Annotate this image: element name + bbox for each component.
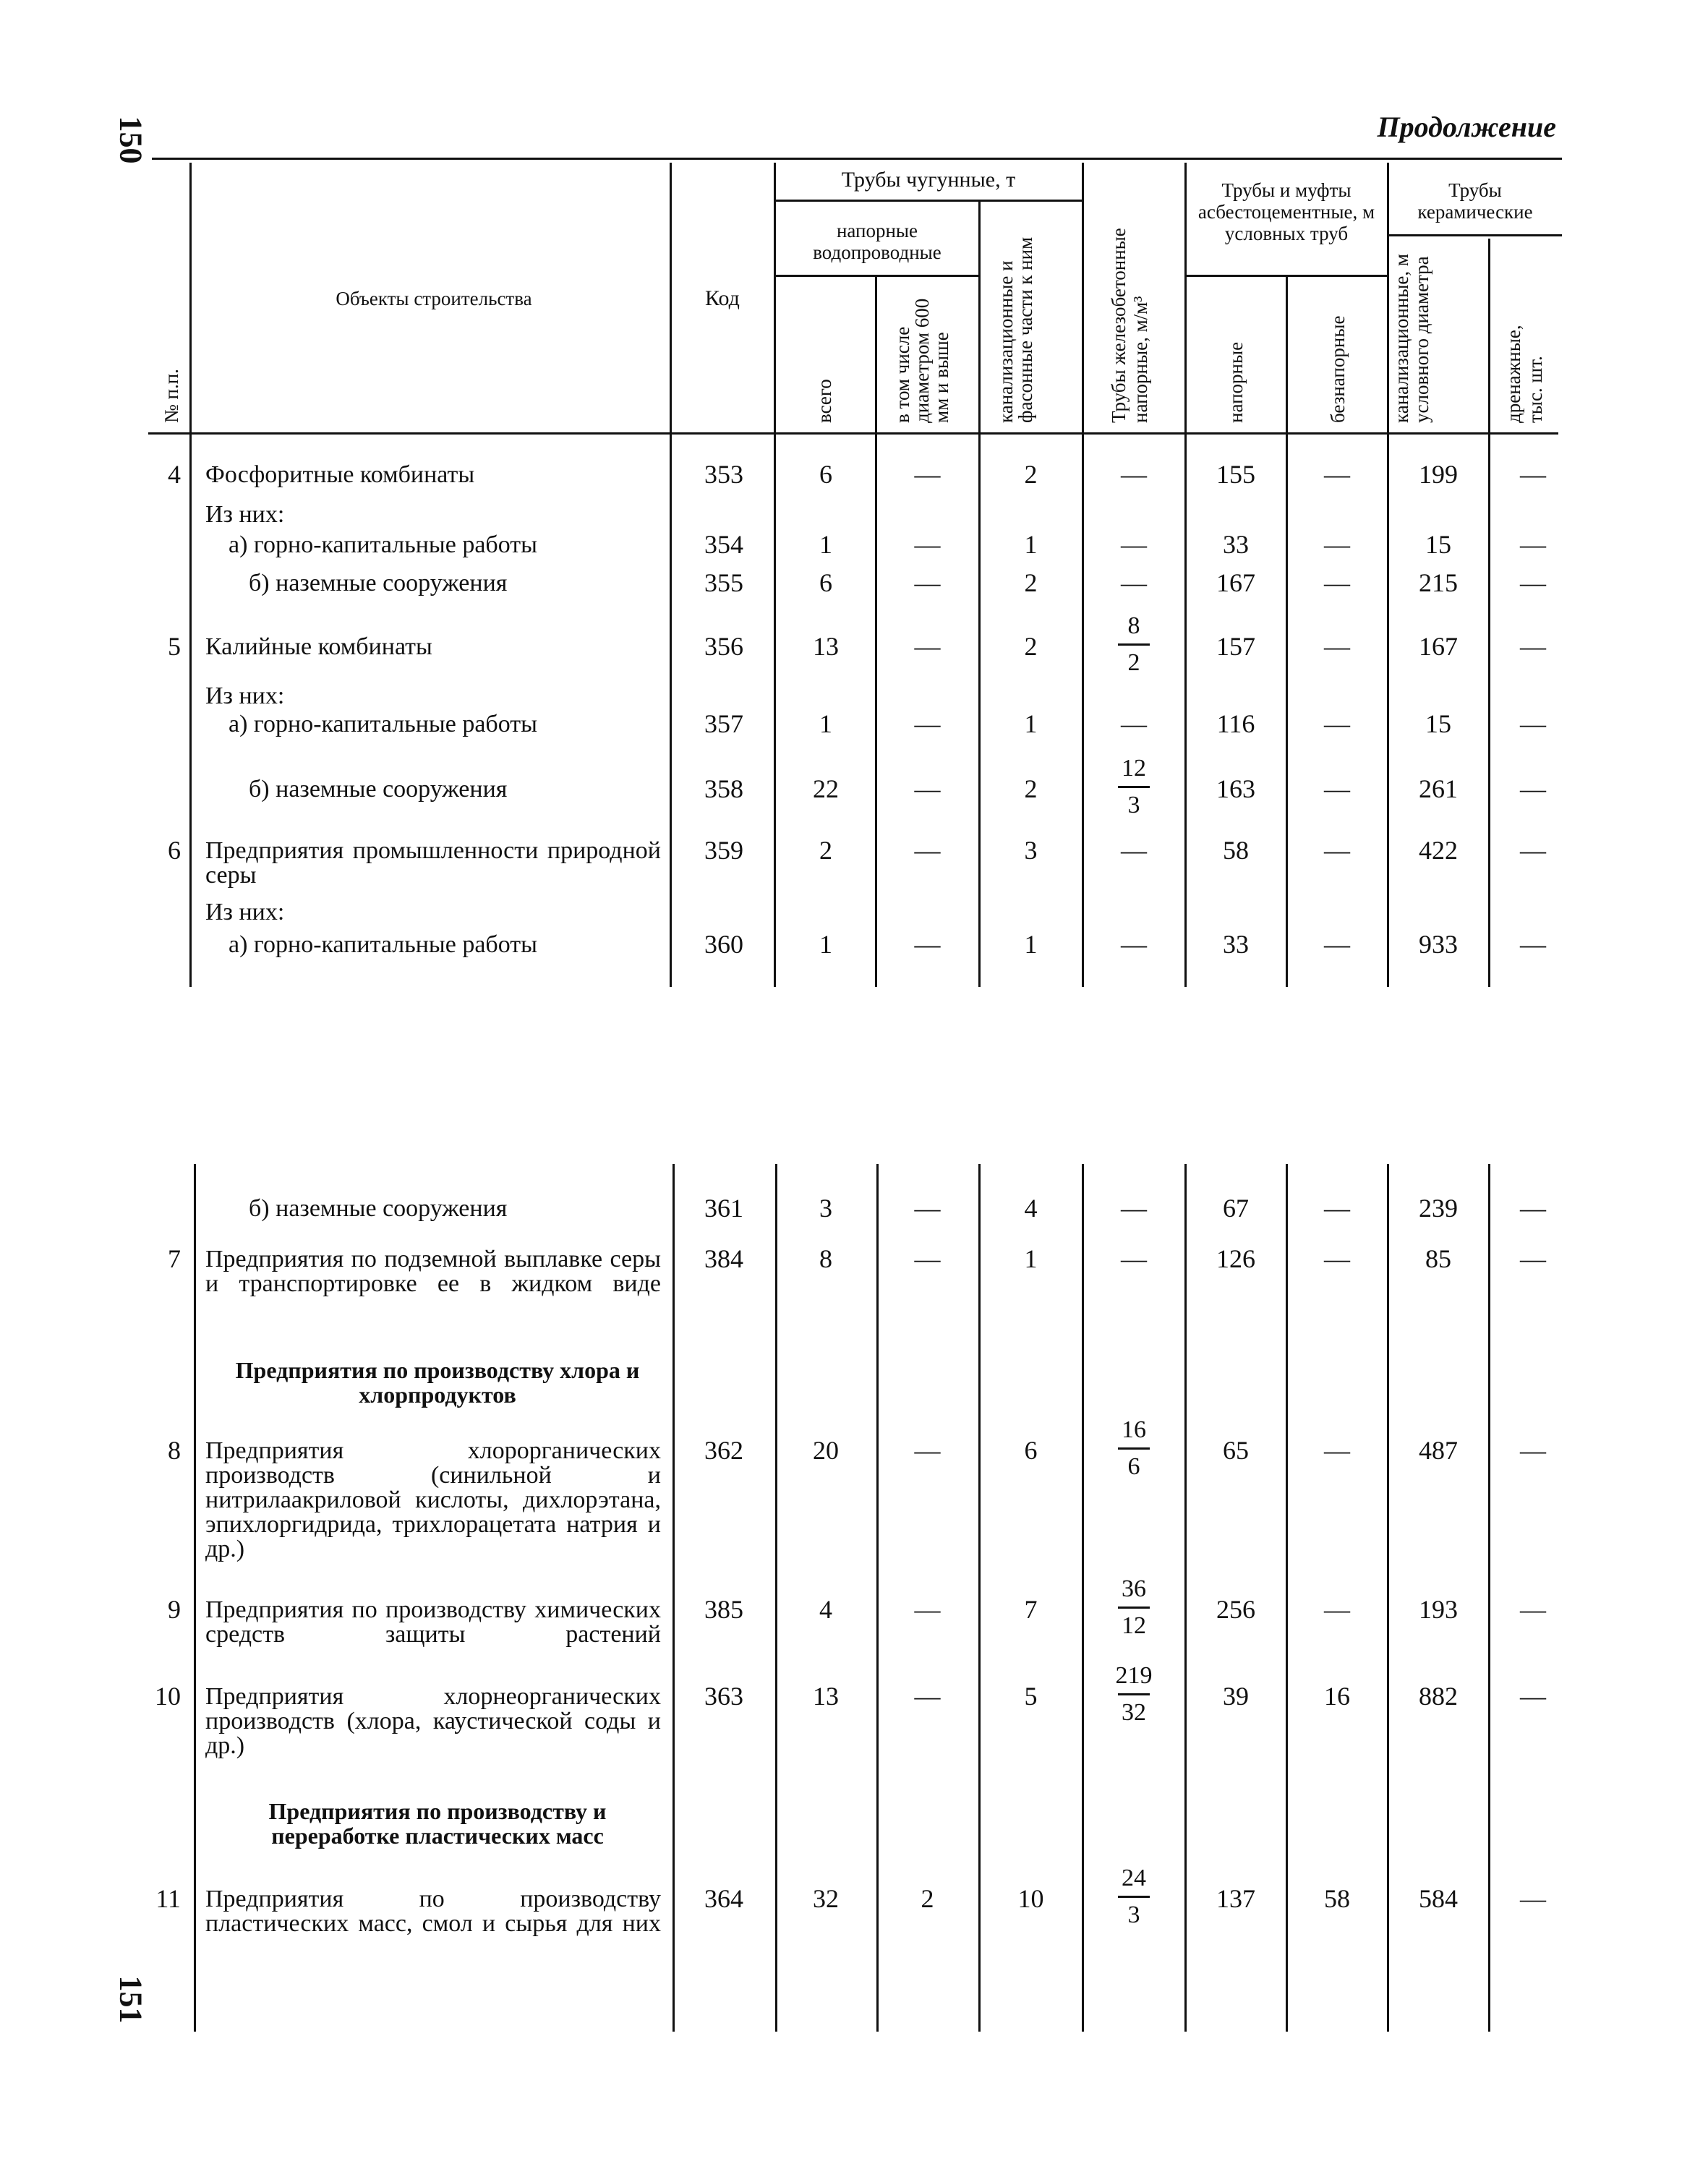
cell-cer_d: —: [1520, 568, 1546, 597]
cell-total: 1: [819, 530, 832, 559]
cell-code: 360: [704, 930, 743, 959]
row-name: Из них:: [205, 683, 285, 709]
cell-rc: —: [1121, 1194, 1147, 1223]
fraction-top: 36: [1122, 1575, 1146, 1602]
cell-d600: —: [914, 709, 941, 738]
header-sewer-fittings: канализационные и фасонные части к ним: [995, 236, 1036, 423]
cell-sewer: 1: [1024, 530, 1038, 559]
cell-d600: 2: [921, 1884, 934, 1913]
cell-rc: —: [1121, 568, 1147, 597]
reinforced-fraction: [1101, 1575, 1166, 1640]
row-name: Предприятия хлорнеорганических производств (хлора, каустической соды и др.): [205, 1683, 661, 1759]
cell-cer_d: —: [1520, 1682, 1546, 1711]
row-number: 9: [168, 1595, 181, 1624]
row-name: а) горно-капитальные работы: [229, 531, 537, 558]
cell-total: 1: [819, 930, 832, 959]
row-name: Предприятия по производству пластических масс, смол и сырья для них: [205, 1886, 661, 1937]
row-name: Калийные комбинаты: [205, 633, 432, 660]
cell-cer_s: 882: [1419, 1682, 1458, 1711]
row-name: б) наземные сооружения: [249, 1195, 508, 1222]
cell-code: 355: [704, 568, 743, 597]
cell-sewer: 7: [1024, 1595, 1038, 1624]
row-name: Из них:: [205, 899, 285, 925]
cell-asb_np: —: [1324, 1436, 1350, 1465]
fraction-bottom: 2: [1127, 649, 1140, 676]
cell-asb_p: 58: [1223, 836, 1249, 865]
cell-cer_d: —: [1520, 1244, 1546, 1273]
cell-cer_s: 933: [1419, 930, 1458, 959]
cell-d600: —: [914, 530, 941, 559]
cell-cer_d: —: [1520, 1194, 1546, 1223]
header-cast-iron: Трубы чугунные, т: [841, 168, 1016, 192]
cell-asb_p: 256: [1216, 1595, 1255, 1624]
reinforced-fraction: [1101, 1661, 1166, 1727]
cell-cer_s: 193: [1419, 1595, 1458, 1624]
cell-code: 362: [704, 1436, 743, 1465]
cell-code: 357: [704, 709, 743, 738]
cell-cer_d: —: [1520, 930, 1546, 959]
cell-asb_p: 65: [1223, 1436, 1249, 1465]
header-ceramic: Трубы керамические: [1417, 179, 1533, 223]
cell-asb_np: —: [1324, 1244, 1350, 1273]
fraction-bar: [1118, 1693, 1150, 1695]
cell-cer_s: 15: [1425, 709, 1451, 738]
cell-asb_p: 155: [1216, 460, 1255, 489]
cell-code: 358: [704, 774, 743, 803]
cell-cer_d: —: [1520, 460, 1546, 489]
cell-total: 32: [813, 1884, 839, 1913]
reinforced-fraction: [1101, 1416, 1166, 1481]
cell-cer_d: —: [1520, 836, 1546, 865]
cell-asb_np: —: [1324, 460, 1350, 489]
col-line: [194, 1164, 196, 2032]
cell-d600: —: [914, 1244, 941, 1273]
header-num: № п.п.: [161, 369, 182, 423]
row-name: Предприятия хлорорганических производств (синильной и нитрилаакриловой кислоты, дихлорэтана, эпихлоргидрида, трихлорацетата натрия и др.): [205, 1437, 661, 1562]
cell-total: 1: [819, 709, 832, 738]
cell-rc: —: [1121, 930, 1147, 959]
cell-code: 359: [704, 836, 743, 865]
cell-sewer: 2: [1024, 774, 1038, 803]
section-heading-chlorine: Предприятия по производству хлора и хлорпродуктов: [235, 1357, 640, 1408]
header-code: Код: [705, 286, 740, 310]
cell-rc: —: [1121, 460, 1147, 489]
cell-d600: —: [914, 1194, 941, 1223]
reinforced-fraction: [1101, 1864, 1166, 1930]
cell-asb_np: 58: [1324, 1884, 1350, 1913]
cell-asb_np: —: [1324, 774, 1350, 803]
cell-rc: —: [1121, 709, 1147, 738]
cell-total: 6: [819, 568, 832, 597]
fraction-bottom: 32: [1122, 1699, 1146, 1726]
cell-rc: —: [1121, 1244, 1147, 1273]
cell-cer_d: —: [1520, 709, 1546, 738]
cell-cer_s: 15: [1425, 530, 1451, 559]
cell-sewer: 2: [1024, 568, 1038, 597]
cell-total: 13: [813, 1682, 839, 1711]
section-heading-plastics: Предприятия по производству и переработке пластических масс: [268, 1798, 607, 1849]
cell-d600: —: [914, 1595, 941, 1624]
row-number: 5: [168, 632, 181, 661]
cell-cer_d: —: [1520, 1884, 1546, 1913]
cell-asb_np: —: [1324, 709, 1350, 738]
col-line: [1286, 275, 1288, 987]
cell-asb_np: —: [1324, 632, 1350, 661]
fraction-bottom: 3: [1127, 1901, 1140, 1928]
cell-asb_np: —: [1324, 1595, 1350, 1624]
cell-sewer: 2: [1024, 460, 1038, 489]
header-pressure-water: напорные водопроводные: [813, 220, 941, 263]
row-name: а) горно-капитальные работы: [229, 711, 537, 737]
continuation-label: Продолжение: [1377, 111, 1556, 143]
cell-code: 354: [704, 530, 743, 559]
row-name: Из них:: [205, 501, 285, 528]
row-name: Предприятия по производству химических средств защиты растений: [205, 1596, 661, 1648]
row-number: 11: [155, 1884, 181, 1913]
cell-total: 22: [813, 774, 839, 803]
fraction-bar: [1118, 643, 1150, 646]
cell-code: 384: [704, 1244, 743, 1273]
row-number: 10: [155, 1682, 181, 1711]
cell-asb_np: —: [1324, 1194, 1350, 1223]
cell-asb_p: 126: [1216, 1244, 1255, 1273]
fraction-bar: [1118, 1447, 1150, 1450]
col-line: [670, 163, 672, 987]
top-rule: [152, 158, 1562, 160]
fraction-top: 24: [1122, 1865, 1146, 1891]
cell-asb_p: 33: [1223, 930, 1249, 959]
cell-code: 363: [704, 1682, 743, 1711]
header-asbestos: Трубы и муфты асбестоцементные, м условных труб: [1197, 179, 1375, 244]
cell-cer_d: —: [1520, 530, 1546, 559]
cell-rc: —: [1121, 530, 1147, 559]
fraction-bottom: 6: [1127, 1453, 1140, 1480]
cell-asb_np: —: [1324, 568, 1350, 597]
header-incl-600: в том числе диаметром 600 мм и выше: [892, 298, 952, 423]
reinforced-fraction: [1101, 612, 1166, 677]
header-rule: [775, 275, 979, 277]
cell-cer_s: 199: [1419, 460, 1458, 489]
cell-asb_p: 163: [1216, 774, 1255, 803]
header-rule: [1388, 234, 1562, 236]
cell-sewer: 10: [1017, 1884, 1044, 1913]
cell-d600: —: [914, 836, 941, 865]
cell-asb_p: 116: [1216, 709, 1255, 738]
fraction-bottom: 3: [1127, 792, 1140, 818]
cell-d600: —: [914, 1682, 941, 1711]
cell-asb_np: —: [1324, 530, 1350, 559]
header-bottom-rule: [148, 432, 1558, 435]
header-rule: [1186, 275, 1387, 277]
row-name: б) наземные сооружения: [249, 570, 508, 596]
cell-asb_p: 157: [1216, 632, 1255, 661]
cell-total: 2: [819, 836, 832, 865]
cell-rc: —: [1121, 836, 1147, 865]
cell-cer_s: 215: [1419, 568, 1458, 597]
cell-asb_p: 67: [1223, 1194, 1249, 1223]
col-line: [1488, 239, 1490, 987]
cell-d600: —: [914, 930, 941, 959]
col-line: [1082, 1164, 1084, 2032]
header-total: всего: [814, 379, 835, 423]
row-number: 6: [168, 836, 181, 865]
col-line: [875, 275, 877, 987]
cell-d600: —: [914, 774, 941, 803]
row-number: 7: [168, 1244, 181, 1273]
header-objects: Объекты строительства: [336, 288, 532, 309]
reinforced-fraction: [1101, 754, 1166, 820]
cell-total: 8: [819, 1244, 832, 1273]
row-name: Предприятия промышленности природной серы: [205, 837, 661, 889]
header-cer-sewer: канализационные, м условного диаметра: [1391, 254, 1432, 423]
cell-code: 385: [704, 1595, 743, 1624]
fraction-bar: [1118, 1607, 1150, 1609]
cell-code: 364: [704, 1884, 743, 1913]
cell-cer_s: 487: [1419, 1436, 1458, 1465]
cell-cer_d: —: [1520, 1436, 1546, 1465]
cell-asb_np: —: [1324, 836, 1350, 865]
cell-code: 353: [704, 460, 743, 489]
row-name: Предприятия по подземной выплавке серы и транспортировке ее в жидком виде: [205, 1246, 661, 1297]
row-number: 4: [168, 460, 181, 489]
cell-cer_s: 422: [1419, 836, 1458, 865]
cell-cer_s: 167: [1419, 632, 1458, 661]
fraction-bottom: 12: [1122, 1612, 1146, 1639]
cell-asb_p: 33: [1223, 530, 1249, 559]
row-name: а) горно-капитальные работы: [229, 931, 537, 958]
cell-sewer: 3: [1024, 836, 1038, 865]
cell-total: 13: [813, 632, 839, 661]
cell-sewer: 2: [1024, 632, 1038, 661]
cell-asb_p: 137: [1216, 1884, 1255, 1913]
cell-cer_s: 261: [1419, 774, 1458, 803]
cell-sewer: 5: [1024, 1682, 1038, 1711]
cell-asb_np: 16: [1324, 1682, 1350, 1711]
cell-total: 20: [813, 1436, 839, 1465]
cell-total: 6: [819, 460, 832, 489]
fraction-bar: [1118, 1896, 1150, 1898]
cell-sewer: 1: [1024, 709, 1038, 738]
header-cer-drain: дренажные, тыс. шт.: [1503, 325, 1546, 423]
cell-sewer: 1: [1024, 1244, 1038, 1273]
cell-cer_s: 584: [1419, 1884, 1458, 1913]
cell-sewer: 1: [1024, 930, 1038, 959]
fraction-top: 12: [1122, 755, 1146, 782]
cell-total: 4: [819, 1595, 832, 1624]
fraction-bar: [1118, 786, 1150, 788]
cell-d600: —: [914, 632, 941, 661]
cell-d600: —: [914, 568, 941, 597]
fraction-top: 219: [1115, 1662, 1153, 1689]
page-number-top: 150: [113, 116, 149, 164]
cell-cer_s: 239: [1419, 1194, 1458, 1223]
cell-asb_p: 39: [1223, 1682, 1249, 1711]
cell-d600: —: [914, 460, 941, 489]
header-reinforced: Трубы железобетонные напорные, м/м³: [1108, 228, 1151, 423]
cell-cer_d: —: [1520, 774, 1546, 803]
header-rule: [775, 200, 1082, 202]
row-name: Фосфоритные комбинаты: [205, 461, 475, 488]
cell-total: 3: [819, 1194, 832, 1223]
cell-asb_np: —: [1324, 930, 1350, 959]
header-asb-pressure: напорные: [1225, 341, 1247, 423]
row-number: 8: [168, 1436, 181, 1465]
cell-code: 361: [704, 1194, 743, 1223]
cell-code: 356: [704, 632, 743, 661]
cell-d600: —: [914, 1436, 941, 1465]
cell-asb_p: 167: [1216, 568, 1255, 597]
cell-sewer: 6: [1024, 1436, 1038, 1465]
header-asb-nonpressure: безнапорные: [1327, 315, 1349, 423]
cell-sewer: 4: [1024, 1194, 1038, 1223]
cell-cer_s: 85: [1425, 1244, 1451, 1273]
page-number-bottom: 151: [113, 1975, 149, 2024]
fraction-top: 16: [1122, 1416, 1146, 1443]
cell-cer_d: —: [1520, 632, 1546, 661]
cell-cer_d: —: [1520, 1595, 1546, 1624]
fraction-top: 8: [1127, 612, 1140, 639]
col-line: [189, 163, 192, 987]
row-name: б) наземные сооружения: [249, 776, 508, 803]
